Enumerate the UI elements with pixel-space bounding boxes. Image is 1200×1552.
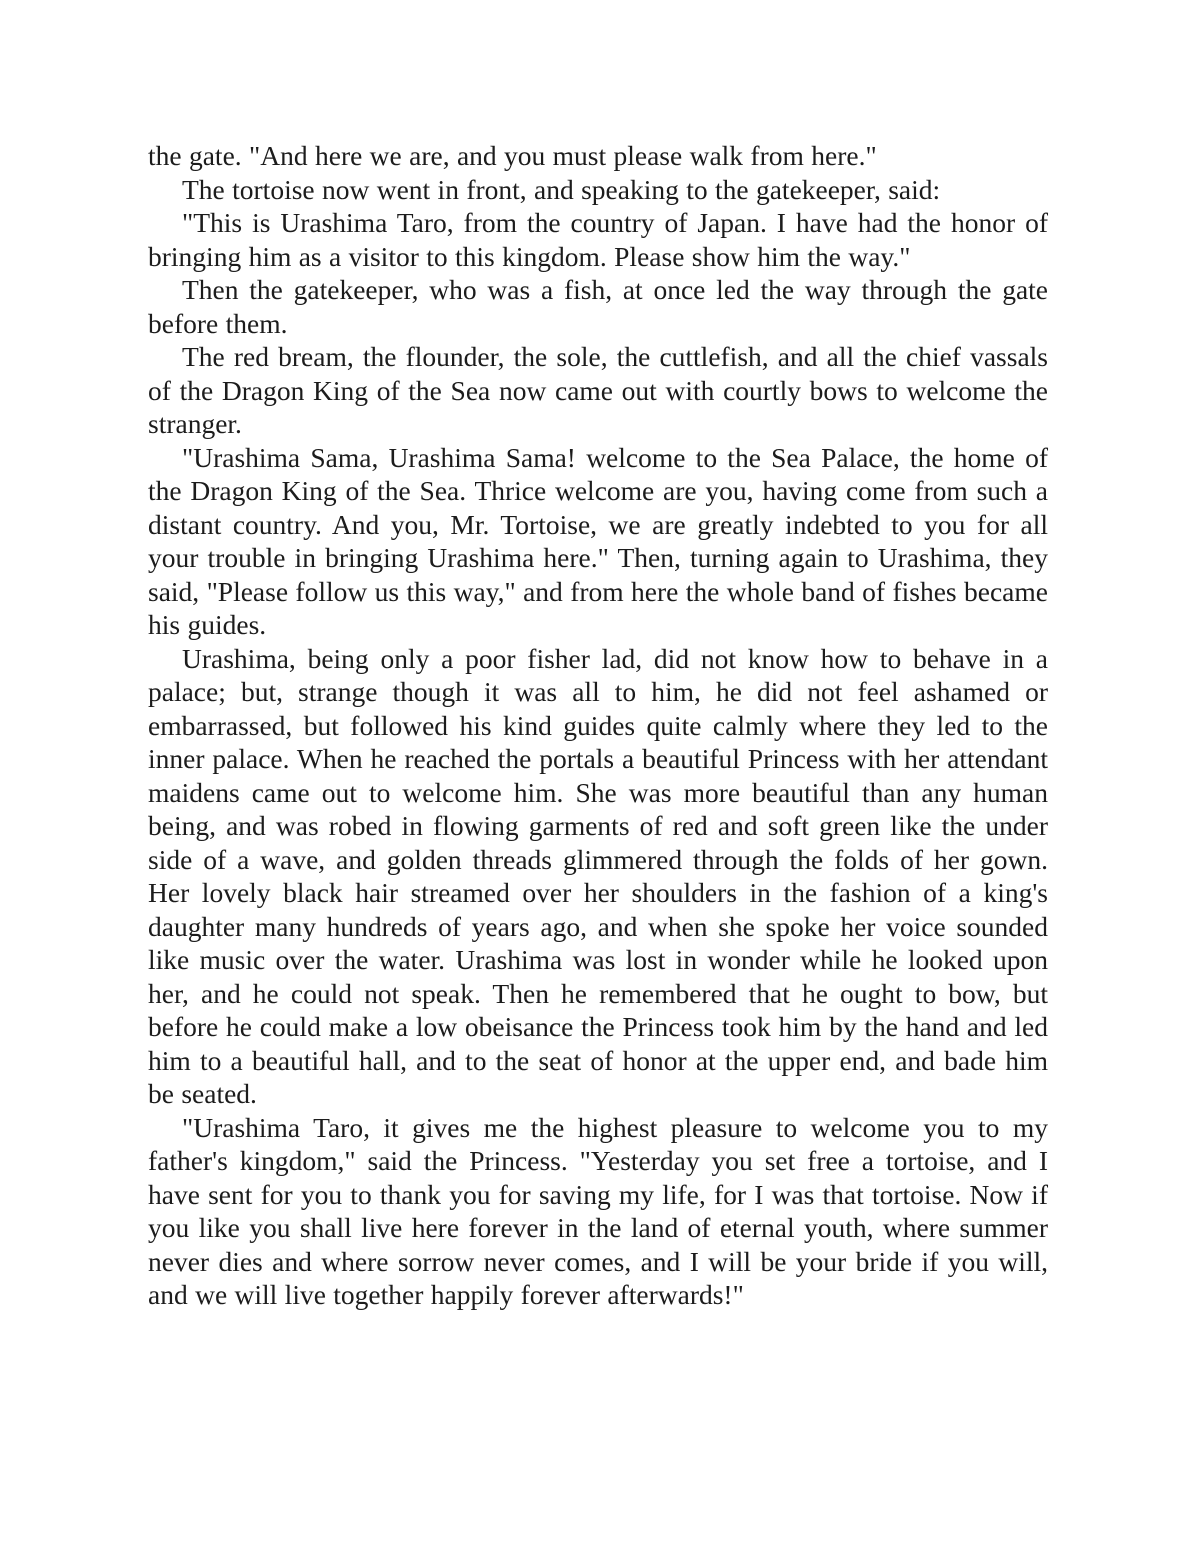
paragraph-7: Urashima, being only a poor fisher lad, did not know how to behave in a palace; but, strange though it was all to him, he did not feel ashamed or embarrassed, but followed his kind guides quite calmly where they led to the inner palace. When he reached the portals a beautiful Princess with her attendant maidens came out to welcome him. She was more beautiful than any human being, and was robed in flowing garments of red and soft green like the under side of a wave, and golden threads glimmered through the folds of her gown. Her lovely black hair streamed over her shoulders in the fashion of a king's daughter many hundreds of years ago, and when she spoke her voice sounded like music over the water. Urashima was lost in wonder while he looked upon her, and he could not speak. Then he remembered that he ought to bow, but before he could make a low obeisance the Princess took him by the hand and led him to a beautiful hall, and to the seat of honor at the upper end, and bade him be seated.: [148, 642, 1048, 1109]
paragraph-5: The red bream, the flounder, the sole, the cuttlefish, and all the chief vassals of the Dragon King of the Sea now came out with courtly bows to welcome the stranger.: [148, 341, 1048, 439]
paragraph-2: The tortoise now went in front, and speaking to the gatekeeper, said:: [182, 173, 941, 205]
paragraph-1: the gate. "And here we are, and you must please walk from here.": [148, 140, 877, 171]
paragraph-4: Then the gatekeeper, who was a fish, at once led the way through the gate before them.: [148, 274, 1048, 339]
paragraph-3: "This is Urashima Taro, from the country of Japan. I have had the honor of bringing him as a visitor to this kingdom. Please show him the way.": [148, 207, 1048, 272]
paragraph-8: "Urashima Taro, it gives me the highest pleasure to welcome you to my father's kingdom," said the Princess. "Yesterday you set free a tortoise, and I have sent for you to thank you for saving my life, for I was that tortoise. Now if you like you shall live here forever in the land of eternal youth, where summer never dies and where sorrow never comes, and I will be your bride if you will, and we will live together happily forever afterwards!": [148, 1111, 1048, 1310]
paragraph-6: "Urashima Sama, Urashima Sama! welcome to the Sea Palace, the home of the Dragon King of the Sea. Thrice welcome are you, having come from such a distant country. And you, Mr. Tortoise, we are greatly indebted to you for all your trouble in bringing Urashima here." Then, turning again to Urashima, they said, "Please follow us this way," and from here the whole band of fishes became his guides.: [148, 441, 1048, 640]
text-column: [148, 139, 1048, 1312]
